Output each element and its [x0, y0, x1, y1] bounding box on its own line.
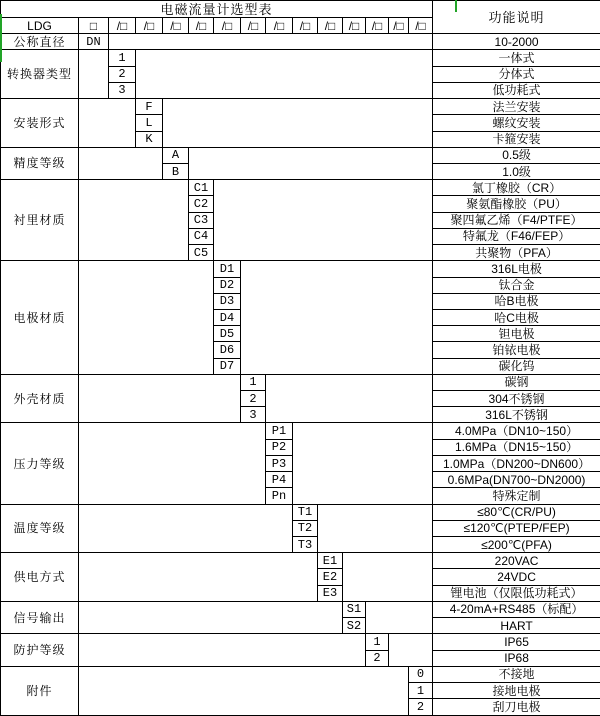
code-cell: 1 — [241, 374, 266, 390]
code-cell: D2 — [214, 277, 241, 293]
code-box-slot: /□ — [241, 18, 266, 34]
code-cell: D1 — [214, 261, 241, 277]
code-cell: T2 — [293, 520, 318, 536]
green-artifact-mark — [455, 0, 457, 12]
code-cell: F — [136, 99, 163, 115]
table-row — [1, 601, 600, 617]
description-cell: 1.6MPa（DN15~150） — [433, 439, 600, 455]
code-cell: C5 — [189, 245, 214, 261]
spacer-cell — [266, 374, 433, 423]
table-row — [1, 553, 600, 569]
code-cell: 2 — [409, 699, 433, 716]
code-cell: DN — [79, 34, 109, 50]
description-cell: 哈B电极 — [433, 293, 600, 309]
model-prefix: LDG — [1, 18, 79, 34]
spacer-cell — [366, 601, 433, 633]
description-cell: 316L不锈钢 — [433, 407, 600, 423]
description-cell: 分体式 — [433, 66, 600, 82]
description-cell: HART — [433, 618, 600, 634]
table-row — [1, 99, 600, 115]
description-cell: 1.0级 — [433, 163, 600, 179]
table-row — [1, 374, 600, 390]
description-cell: 24VDC — [433, 569, 600, 585]
code-cell: S1 — [343, 601, 366, 617]
description-cell: 不接地 — [433, 666, 600, 682]
description-cell: 锂电池（仅限低功耗式） — [433, 585, 600, 601]
code-cell: 2 — [366, 650, 389, 666]
code-cell: E1 — [318, 553, 343, 569]
code-box-slot: /□ — [343, 18, 366, 34]
description-cell: 10-2000 — [433, 34, 600, 50]
code-box-slot: /□ — [389, 18, 409, 34]
code-cell: K — [136, 131, 163, 147]
spacer-cell — [79, 261, 214, 375]
code-cell: C1 — [189, 180, 214, 196]
code-box-slot: /□ — [109, 18, 136, 34]
spacer-cell — [109, 34, 433, 50]
description-cell: 螺纹安装 — [433, 115, 600, 131]
spacer-cell — [79, 423, 266, 504]
description-cell: 铂铱电极 — [433, 342, 600, 358]
code-cell: C4 — [189, 228, 214, 244]
description-cell: 1.0MPa（DN200~DN600） — [433, 455, 600, 471]
code-cell: T3 — [293, 537, 318, 553]
spacer-cell — [214, 180, 433, 261]
spacer-cell — [343, 553, 433, 602]
spacer-cell — [79, 99, 136, 148]
spacer-cell — [79, 50, 109, 99]
table-row — [1, 147, 600, 163]
code-box-slot: /□ — [366, 18, 389, 34]
code-cell: Pn — [266, 488, 293, 504]
table-row — [1, 634, 600, 650]
code-box-slot: /□ — [136, 18, 163, 34]
description-cell: 共聚物（PFA） — [433, 245, 600, 261]
spacer-cell — [79, 147, 163, 179]
spacer-cell — [189, 147, 433, 179]
spacer-cell — [163, 99, 433, 148]
code-box-slot: /□ — [163, 18, 189, 34]
category-label: 转换器类型 — [1, 50, 79, 99]
table-row — [1, 180, 600, 196]
code-cell: E2 — [318, 569, 343, 585]
code-cell: A — [163, 147, 189, 163]
description-cell: 碳化钨 — [433, 358, 600, 374]
category-label: 电极材质 — [1, 261, 79, 375]
description-cell: 法兰安装 — [433, 99, 600, 115]
category-label: 精度等级 — [1, 147, 79, 179]
green-artifact-mark — [0, 14, 2, 62]
description-cell: 钛合金 — [433, 277, 600, 293]
code-cell: L — [136, 115, 163, 131]
category-label: 衬里材质 — [1, 180, 79, 261]
code-cell: 1 — [409, 682, 433, 698]
category-label: 压力等级 — [1, 423, 79, 504]
code-cell: 3 — [109, 82, 136, 98]
spacer-cell — [318, 504, 433, 553]
description-cell: IP65 — [433, 634, 600, 650]
description-cell: 钽电极 — [433, 326, 600, 342]
category-label: 防护等级 — [1, 634, 79, 666]
code-cell: 0 — [409, 666, 433, 682]
spacer-cell — [79, 666, 409, 715]
description-cell: 聚四氟乙烯（F4/PTFE） — [433, 212, 600, 228]
description-cell: 0.5级 — [433, 147, 600, 163]
description-cell: 卡箍安装 — [433, 131, 600, 147]
code-cell: T1 — [293, 504, 318, 520]
description-cell: 氯丁橡胶（CR） — [433, 180, 600, 196]
code-cell: E3 — [318, 585, 343, 601]
code-cell: D5 — [214, 326, 241, 342]
description-cell: 304不锈钢 — [433, 391, 600, 407]
table-row — [1, 666, 600, 682]
description-cell: 哈C电极 — [433, 309, 600, 325]
description-cell: 一体式 — [433, 50, 600, 66]
table-row — [1, 34, 600, 50]
table-row — [1, 423, 600, 439]
description-cell: 特氟龙（F46/FEP） — [433, 228, 600, 244]
category-label: 外壳材质 — [1, 374, 79, 423]
table-title: 电磁流量计选型表 — [1, 1, 433, 18]
spacer-cell — [389, 634, 433, 666]
code-cell: P3 — [266, 455, 293, 471]
spacer-cell — [241, 261, 433, 375]
description-cell: 316L电极 — [433, 261, 600, 277]
spacer-cell — [79, 180, 189, 261]
spacer-cell — [79, 504, 293, 553]
function-column-header: 功能说明 — [433, 1, 600, 34]
code-box-slot: /□ — [318, 18, 343, 34]
spacer-cell — [79, 601, 343, 633]
category-label: 附件 — [1, 666, 79, 715]
code-box-slot: /□ — [409, 18, 433, 34]
category-label: 温度等级 — [1, 504, 79, 553]
code-box-slot: /□ — [189, 18, 214, 34]
code-cell: D6 — [214, 342, 241, 358]
table-row — [1, 1, 600, 18]
code-cell: P2 — [266, 439, 293, 455]
code-cell: S2 — [343, 618, 366, 634]
code-cell: 1 — [366, 634, 389, 650]
code-box-slot: /□ — [214, 18, 241, 34]
code-cell: 3 — [241, 407, 266, 423]
spacer-cell — [293, 423, 433, 504]
table-row — [1, 50, 600, 66]
code-cell: D4 — [214, 309, 241, 325]
code-cell: 2 — [241, 391, 266, 407]
code-cell: P4 — [266, 472, 293, 488]
code-cell: D7 — [214, 358, 241, 374]
category-label: 公称直径 — [1, 34, 79, 50]
spacer-cell — [79, 553, 318, 602]
table-row — [1, 261, 600, 277]
description-cell: 聚氨酯橡胶（PU） — [433, 196, 600, 212]
description-cell: 特殊定制 — [433, 488, 600, 504]
table-row — [1, 504, 600, 520]
description-cell: 碳钢 — [433, 374, 600, 390]
code-cell: P1 — [266, 423, 293, 439]
spacer-cell — [136, 50, 433, 99]
category-label: 供电方式 — [1, 553, 79, 602]
code-cell: C3 — [189, 212, 214, 228]
description-cell: 接地电极 — [433, 682, 600, 698]
code-cell: C2 — [189, 196, 214, 212]
code-cell: 2 — [109, 66, 136, 82]
code-box-slot: /□ — [293, 18, 318, 34]
code-box-base: □ — [79, 18, 109, 34]
description-cell: 4.0MPa（DN10~150） — [433, 423, 600, 439]
spacer-cell — [79, 634, 366, 666]
category-label: 信号输出 — [1, 601, 79, 633]
code-cell: B — [163, 163, 189, 179]
category-label: 安装形式 — [1, 99, 79, 148]
code-cell: 1 — [109, 50, 136, 66]
description-cell: ≤80℃(CR/PU) — [433, 504, 600, 520]
description-cell: ≤120℃(PTEP/FEP) — [433, 520, 600, 536]
description-cell: IP68 — [433, 650, 600, 666]
description-cell: 4-20mA+RS485（标配） — [433, 601, 600, 617]
description-cell: 刮刀电极 — [433, 699, 600, 716]
description-cell: 低功耗式 — [433, 82, 600, 98]
description-cell: 0.6MPa(DN700~DN2000) — [433, 472, 600, 488]
code-box-slot: /□ — [266, 18, 293, 34]
spacer-cell — [79, 374, 241, 423]
description-cell: ≤200℃(PFA) — [433, 537, 600, 553]
code-cell: D3 — [214, 293, 241, 309]
description-cell: 220VAC — [433, 553, 600, 569]
